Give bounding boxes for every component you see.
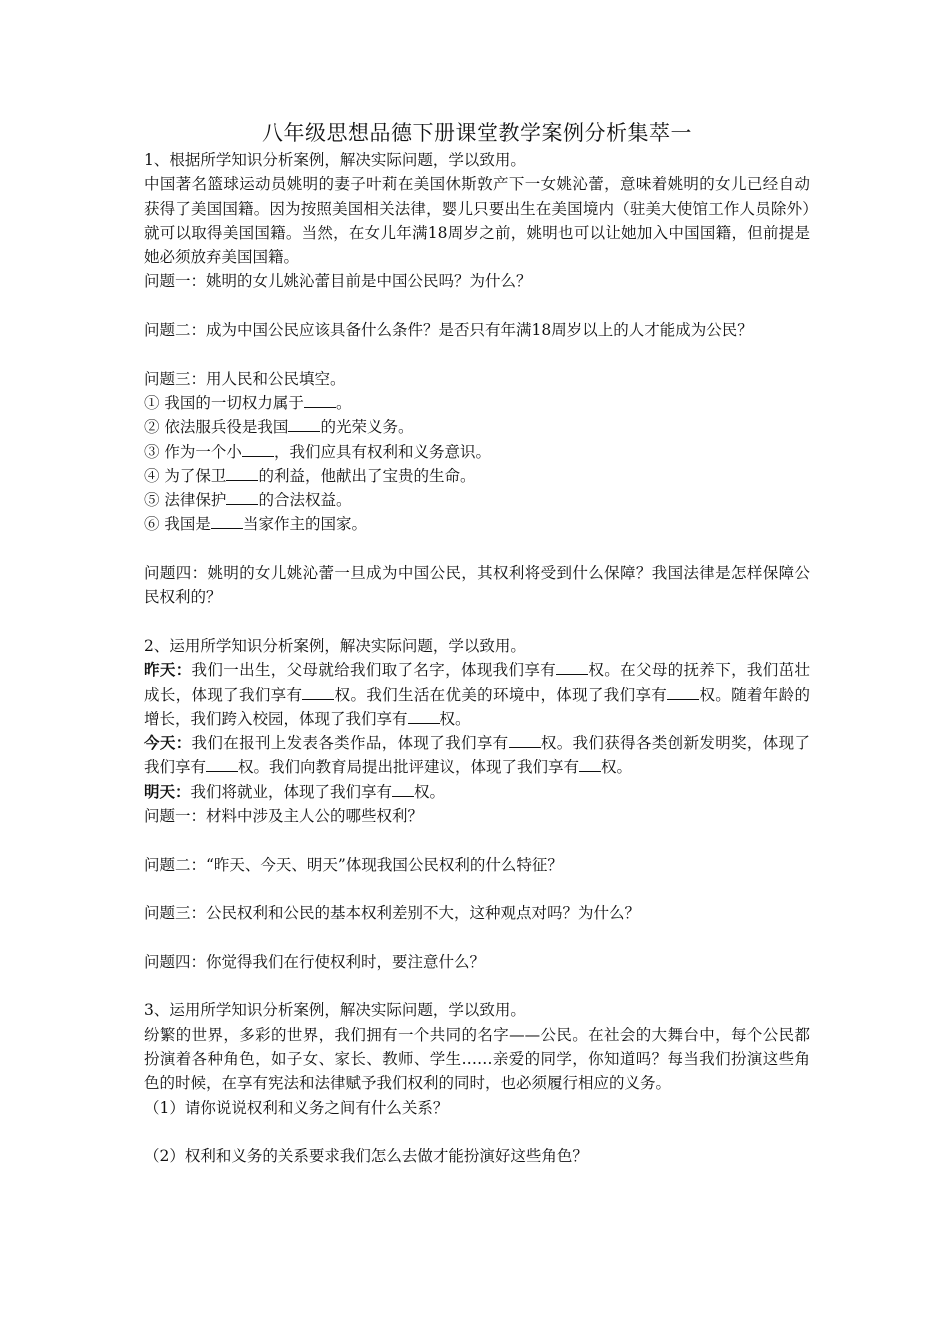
answer-space bbox=[144, 294, 810, 318]
section-3-heading: 3、运用所学知识分析案例，解决实际问题，学以致用。 bbox=[144, 1001, 526, 1020]
fill-item-text: ③ 作为一个小 bbox=[144, 442, 242, 461]
fill-blank[interactable] bbox=[226, 467, 258, 481]
fill-blank[interactable] bbox=[408, 710, 440, 724]
yesterday-label: 昨天： bbox=[144, 660, 192, 680]
fill-item-text: ⑥ 我国是 bbox=[144, 515, 211, 534]
fill-item-text: 的利益，他献出了宝贵的生命。 bbox=[258, 466, 476, 485]
paragraph-text: 权。我们获得各类创新发明奖，体现了我们享有 bbox=[144, 734, 810, 777]
fill-item-text: ① 我国的一切权力属于 bbox=[144, 393, 304, 412]
section-3-passage: 纷繁的世界，多彩的世界，我们拥有一个共同的名字——公民。在社会的大舞台中，每个公民都扮演着各种角色，如子女、家长、教师、学生……亲爱的同学，你知道吗？每当我们扮演这些角色的时候，在享有宪法和法律赋予我们权利的同时，也必须履行相应的义务。 bbox=[144, 1025, 810, 1093]
fill-item-text: 。 bbox=[335, 393, 352, 412]
answer-space bbox=[144, 610, 810, 634]
answer-space bbox=[144, 828, 810, 852]
section-2-question-3: 问题三：公民权利和公民的基本权利差别不大，这种观点对吗？为什么？ bbox=[144, 904, 641, 923]
fill-blank[interactable] bbox=[392, 783, 414, 797]
fill-item-text: ⑤ 法律保护 bbox=[144, 491, 227, 510]
document-title: 八年级思想品德下册课堂教学案例分析集萃一 bbox=[262, 121, 692, 145]
paragraph-text: 我们将就业，体现了我们享有 bbox=[190, 782, 393, 801]
fill-item-3 bbox=[144, 440, 810, 464]
answer-space bbox=[144, 974, 810, 998]
fill-blank[interactable] bbox=[304, 394, 336, 408]
fill-item-5 bbox=[144, 488, 810, 512]
fill-item-text: 当家作主的国家。 bbox=[242, 515, 367, 534]
paragraph-text: 权。随着年龄的增长，我们跨入校园，体现了我们享有 bbox=[144, 685, 810, 728]
fill-item-text: ④ 为了保卫 bbox=[144, 466, 227, 485]
paragraph-text: 权。我们生活在优美的环境中，体现了我们享有 bbox=[334, 685, 668, 704]
fill-item-text: 的合法权益。 bbox=[258, 491, 352, 510]
paragraph-text: 权。 bbox=[601, 758, 633, 777]
fill-item-text: ，我们应具有权利和义务意识。 bbox=[273, 442, 491, 461]
fill-item-text: 的光荣义务。 bbox=[320, 418, 414, 437]
document-page bbox=[144, 118, 810, 1168]
fill-blank[interactable] bbox=[211, 515, 243, 529]
fill-blank[interactable] bbox=[302, 686, 334, 700]
fill-item-1 bbox=[144, 391, 810, 415]
paragraph-text: 我们一出生，父母就给我们取了名字，体现我们享有 bbox=[191, 661, 557, 680]
tomorrow-paragraph bbox=[144, 780, 810, 804]
answer-space bbox=[144, 1120, 810, 1144]
section-1-heading: 1、根据所学知识分析案例，解决实际问题，学以致用。 bbox=[144, 151, 526, 169]
fill-blank[interactable] bbox=[242, 443, 274, 457]
fill-blank[interactable] bbox=[509, 734, 541, 748]
section-2-question-2: 问题二：“昨天、今天、明天”体现我国公民权利的什么特征？ bbox=[144, 855, 563, 874]
answer-space bbox=[144, 877, 810, 901]
answer-space bbox=[144, 342, 810, 366]
section-1-question-2: 问题二：成为中国公民应该具备什么条件？是否只有年满18周岁以上的人才能成为公民？ bbox=[144, 321, 753, 340]
fill-item-2 bbox=[144, 415, 810, 439]
section-1-question-3: 问题三：用人民和公民填空。 bbox=[144, 369, 346, 388]
paragraph-text: 权。 bbox=[414, 782, 446, 801]
fill-blank[interactable] bbox=[226, 491, 258, 505]
fill-blank[interactable] bbox=[288, 418, 320, 432]
fill-blank[interactable] bbox=[206, 758, 238, 772]
section-2-question-1: 问题一：材料中涉及主人公的哪些权利？ bbox=[144, 807, 424, 826]
fill-item-text: ② 依法服兵役是我国 bbox=[144, 418, 289, 437]
paragraph-text: 权。我们向教育局提出批评建议，体现了我们享有 bbox=[238, 758, 580, 777]
fill-item-4 bbox=[144, 464, 810, 488]
today-paragraph bbox=[144, 731, 810, 780]
section-2-heading: 2、运用所学知识分析案例，解决实际问题，学以致用。 bbox=[144, 636, 526, 655]
answer-space bbox=[144, 537, 810, 561]
fill-blank[interactable] bbox=[667, 686, 699, 700]
yesterday-paragraph bbox=[144, 658, 810, 731]
paragraph-text: 我们在报刊上发表各类作品，体现了我们享有 bbox=[191, 734, 509, 753]
section-3-question-2: （2）权利和义务的关系要求我们怎么去做才能扮演好这些角色？ bbox=[144, 1147, 588, 1166]
today-label: 今天： bbox=[144, 733, 192, 753]
fill-blank[interactable] bbox=[579, 758, 601, 772]
paragraph-text: 权。 bbox=[439, 709, 471, 728]
section-3-question-1: （1）请你说说权利和义务之间有什么关系？ bbox=[144, 1098, 449, 1117]
section-2-question-4: 问题四：你觉得我们在行使权利时，要注意什么？ bbox=[144, 952, 486, 971]
paragraph-text: 权。在父母的抚养下，我们茁壮成长，体现了我们享有 bbox=[144, 661, 810, 704]
fill-item-6 bbox=[144, 512, 810, 536]
fill-blank[interactable] bbox=[556, 661, 588, 675]
section-1-passage: 中国著名篮球运动员姚明的妻子叶莉在美国休斯敦产下一女姚沁蕾，意味着姚明的女儿已经自动获得了美国国籍。因为按照美国相关法律，婴儿只要出生在美国境内（驻美大使馆工作人员除外）就可以取得美国国籍。当然，在女儿年满18周岁之前，姚明也可以让她加入中国国籍，但前提是她必须放弃美国国籍。 bbox=[144, 175, 810, 267]
section-1-question-4: 问题四：姚明的女儿姚沁蕾一旦成为中国公民，其权利将受到什么保障？我国法律是怎样保障公民权利的？ bbox=[144, 564, 810, 607]
tomorrow-label: 明天： bbox=[144, 781, 191, 801]
answer-space bbox=[144, 926, 810, 950]
section-1-question-1: 问题一：姚明的女儿姚沁蕾目前是中国公民吗？为什么？ bbox=[144, 272, 532, 291]
